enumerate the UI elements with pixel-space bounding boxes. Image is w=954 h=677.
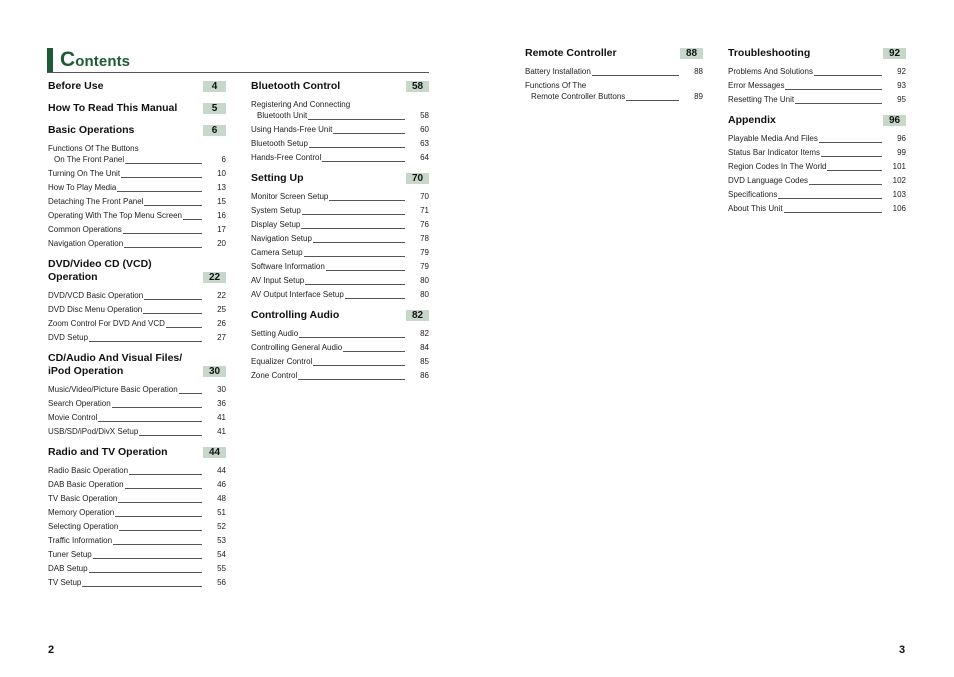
toc-section: [48, 102, 226, 118]
dot-leader: [343, 351, 405, 352]
entry-page-number: 26: [217, 319, 226, 328]
toc-entry[interactable]: [48, 563, 226, 577]
entry-label: Resetting The Unit: [728, 95, 795, 104]
entry-page-number: 86: [420, 371, 429, 380]
entry-page-number: 96: [897, 134, 906, 143]
section-title: Basic Operations: [48, 124, 135, 136]
entry-page-number: 84: [420, 343, 429, 352]
dot-leader: [626, 100, 679, 101]
toc-entry[interactable]: [728, 147, 906, 161]
entry-label: Battery Installation: [525, 67, 591, 76]
toc-section: [48, 258, 226, 346]
entry-label-line2: Bluetooth Unit: [257, 111, 308, 120]
section-title: Setting Up: [251, 172, 304, 184]
entry-page-number: 48: [217, 494, 226, 503]
left-page-number: 2: [48, 644, 55, 656]
toc-entry[interactable]: [728, 94, 906, 108]
section-title: Remote Controller: [525, 47, 617, 59]
toc-section-heading[interactable]: [48, 124, 226, 140]
section-page-badge: 30: [203, 366, 226, 377]
entry-label: Functions Of The: [525, 81, 587, 90]
dot-leader: [113, 544, 202, 545]
section-title: CD/Audio And Visual Files/: [48, 352, 183, 364]
entry-page-number: 58: [420, 111, 429, 120]
dot-leader: [93, 558, 202, 559]
entry-page-number: 79: [420, 248, 429, 257]
entry-label: Status Bar Indicator Items: [728, 148, 821, 157]
entry-page-number: 85: [420, 357, 429, 366]
toc-entry[interactable]: [48, 384, 226, 398]
toc-column-3: [525, 47, 703, 111]
dot-leader: [592, 75, 679, 76]
toc-entry[interactable]: [48, 332, 226, 346]
toc-entry[interactable]: [728, 189, 906, 203]
toc-entry[interactable]: [48, 318, 226, 332]
toc-entry[interactable]: [48, 412, 226, 426]
dot-leader: [89, 572, 202, 573]
toc-entry[interactable]: [48, 493, 226, 507]
section-page-badge: 88: [680, 48, 703, 59]
entry-page-number: 56: [217, 578, 226, 587]
entry-label: Movie Control: [48, 413, 98, 422]
toc-entry[interactable]: [48, 521, 226, 535]
toc-section-heading[interactable]: [728, 114, 906, 130]
dot-leader: [827, 170, 882, 171]
toc-column-4: [728, 47, 906, 223]
entry-page-number: 71: [420, 206, 429, 215]
entry-label: Region Codes In The World: [728, 162, 827, 171]
entry-page-number: 55: [217, 564, 226, 573]
dot-leader: [179, 393, 202, 394]
toc-section-heading[interactable]: [48, 352, 226, 381]
toc-entry[interactable]: [48, 182, 226, 196]
toc-entry[interactable]: [48, 224, 226, 238]
entry-label-line2: On The Front Panel: [54, 155, 125, 164]
entry-label: Common Operations: [48, 225, 122, 234]
entry-page-number: 92: [897, 67, 906, 76]
toc-entry[interactable]: [48, 210, 226, 224]
toc-section: [48, 446, 226, 591]
toc-section: [525, 47, 703, 105]
entry-label: Turning On The Unit: [48, 169, 121, 178]
entry-label: Problems And Solutions: [728, 67, 813, 76]
entry-page-number: 54: [217, 550, 226, 559]
toc-entry[interactable]: [48, 290, 226, 304]
toc-entry[interactable]: [48, 507, 226, 521]
toc-section: [728, 114, 906, 217]
right-page-number: 3: [899, 644, 906, 656]
title-underline: [47, 72, 429, 73]
toc-entry[interactable]: [251, 219, 429, 233]
entry-label: Error Messages: [728, 81, 785, 90]
toc-section: [251, 309, 429, 384]
page-title: Contents: [60, 48, 131, 71]
entry-page-number: 76: [420, 220, 429, 229]
entry-page-number: 46: [217, 480, 226, 489]
entry-label-line2: Remote Controller Buttons: [531, 92, 626, 101]
dot-leader: [125, 488, 202, 489]
toc-entry[interactable]: [48, 398, 226, 412]
entry-label: Detaching The Front Panel: [48, 197, 144, 206]
entry-page-number: 78: [420, 234, 429, 243]
entry-page-number: 53: [217, 536, 226, 545]
toc-entry[interactable]: [48, 196, 226, 210]
entry-page-number: 10: [217, 169, 226, 178]
dot-leader: [308, 119, 405, 120]
section-title: DVD/Video CD (VCD): [48, 258, 152, 270]
entry-page-number: 52: [217, 522, 226, 531]
section-page-badge: 58: [406, 81, 429, 92]
toc-entry[interactable]: [251, 247, 429, 261]
entry-label: USB/SD/iPod/DivX Setup: [48, 427, 139, 436]
dot-leader: [125, 163, 202, 164]
dot-leader: [313, 242, 405, 243]
entry-label: TV Basic Operation: [48, 494, 118, 503]
entry-page-number: 106: [892, 204, 906, 213]
dot-leader: [784, 212, 882, 213]
section-page-badge: 6: [203, 125, 226, 136]
entry-page-number: 41: [217, 427, 226, 436]
toc-entry[interactable]: [728, 175, 906, 189]
dot-leader: [809, 184, 882, 185]
entry-label: TV Setup: [48, 578, 82, 587]
entry-label: How To Play Media: [48, 183, 117, 192]
entry-page-number: 79: [420, 262, 429, 271]
toc-section-heading[interactable]: [251, 309, 429, 325]
entry-label: Setting Audio: [251, 329, 299, 338]
toc-section: [48, 124, 226, 252]
section-title: Bluetooth Control: [251, 80, 341, 92]
entry-page-number: 20: [217, 239, 226, 248]
dot-leader: [143, 313, 202, 314]
section-page-badge: 82: [406, 310, 429, 321]
entry-label: DVD Setup: [48, 333, 89, 342]
toc-section-heading[interactable]: [251, 80, 429, 96]
section-title: Radio and TV Operation: [48, 446, 168, 458]
section-page-badge: 4: [203, 81, 226, 92]
entry-label: AV Input Setup: [251, 276, 305, 285]
entry-label: Music/Video/Picture Basic Operation: [48, 385, 178, 394]
dot-leader: [333, 133, 405, 134]
entry-page-number: 102: [892, 176, 906, 185]
toc-entry[interactable]: [48, 479, 226, 493]
entry-label: Navigation Operation: [48, 239, 124, 248]
dot-leader: [119, 530, 202, 531]
entry-page-number: 99: [897, 148, 906, 157]
toc-entry[interactable]: [251, 152, 429, 166]
dot-leader: [778, 198, 882, 199]
entry-label: Tuner Setup: [48, 550, 92, 559]
entry-label: Operating With The Top Menu Screen: [48, 211, 182, 220]
dot-leader: [819, 142, 882, 143]
contents-title-block: [47, 47, 429, 73]
entry-label: DAB Basic Operation: [48, 480, 124, 489]
dot-leader: [322, 161, 405, 162]
section-page-badge: 70: [406, 173, 429, 184]
toc-entry[interactable]: [48, 238, 226, 252]
entry-label: About This Unit: [728, 204, 783, 213]
dot-leader: [124, 247, 202, 248]
entry-page-number: 30: [217, 385, 226, 394]
dot-leader: [129, 474, 202, 475]
toc-section: [48, 352, 226, 440]
entry-page-number: 41: [217, 413, 226, 422]
dot-leader: [329, 200, 405, 201]
toc-column-2: [251, 80, 429, 390]
entry-page-number: 103: [892, 190, 906, 199]
entry-label: DVD Disc Menu Operation: [48, 305, 143, 314]
toc-entry[interactable]: [48, 304, 226, 318]
dot-leader: [82, 586, 202, 587]
toc-entry[interactable]: [525, 80, 703, 105]
entry-page-number: 64: [420, 153, 429, 162]
dot-leader: [299, 337, 405, 338]
toc-entry[interactable]: [251, 205, 429, 219]
entry-label: Selecting Operation: [48, 522, 119, 531]
dot-leader: [115, 516, 202, 517]
entry-label: DVD Language Codes: [728, 176, 809, 185]
toc-section-heading[interactable]: [48, 102, 226, 118]
dot-leader: [118, 502, 202, 503]
toc-entry[interactable]: [48, 549, 226, 563]
dot-leader: [166, 327, 202, 328]
toc-entry[interactable]: [251, 328, 429, 342]
dot-leader: [144, 299, 202, 300]
dot-leader: [814, 75, 882, 76]
entry-page-number: 101: [892, 162, 906, 171]
toc-entry[interactable]: [48, 426, 226, 440]
toc-entry[interactable]: [48, 535, 226, 549]
entry-label: Bluetooth Setup: [251, 139, 308, 148]
entry-label: Display Setup: [251, 220, 301, 229]
toc-column-1: [48, 80, 226, 597]
entry-label: Hands-Free Control: [251, 153, 322, 162]
toc-entry[interactable]: [251, 261, 429, 275]
section-page-badge: 92: [883, 48, 906, 59]
dot-leader: [298, 379, 405, 380]
toc-section: [251, 172, 429, 303]
dot-leader: [309, 147, 405, 148]
toc-entry[interactable]: [251, 356, 429, 370]
entry-page-number: 36: [217, 399, 226, 408]
toc-entry[interactable]: [728, 203, 906, 217]
entry-label: DAB Setup: [48, 564, 88, 573]
entry-page-number: 17: [217, 225, 226, 234]
section-page-badge: 5: [203, 103, 226, 114]
dot-leader: [301, 228, 405, 229]
toc-section-heading[interactable]: [251, 172, 429, 188]
entry-label: Camera Setup: [251, 248, 303, 257]
section-page-badge: 44: [203, 447, 226, 458]
entry-label: Software Information: [251, 262, 325, 271]
dot-leader: [304, 256, 405, 257]
entry-label: Using Hands-Free Unit: [251, 125, 333, 134]
entry-page-number: 88: [694, 67, 703, 76]
entry-page-number: 27: [217, 333, 226, 342]
dot-leader: [345, 298, 405, 299]
toc-entry[interactable]: [251, 99, 429, 124]
toc-entry[interactable]: [251, 233, 429, 247]
section-title-line2: iPod Operation: [48, 365, 124, 377]
entry-label: Registering And Connecting: [251, 100, 351, 109]
entry-page-number: 95: [897, 95, 906, 104]
toc-entry[interactable]: [728, 161, 906, 175]
entry-page-number: 80: [420, 290, 429, 299]
entry-page-number: 70: [420, 192, 429, 201]
dot-leader: [305, 284, 405, 285]
entry-page-number: 44: [217, 466, 226, 475]
entry-page-number: 93: [897, 81, 906, 90]
entry-label: DVD/VCD Basic Operation: [48, 291, 144, 300]
toc-entry[interactable]: [728, 80, 906, 94]
entry-label: Monitor Screen Setup: [251, 192, 329, 201]
toc-entry[interactable]: [251, 124, 429, 138]
entry-label: AV Output Interface Setup: [251, 290, 344, 299]
dot-leader: [795, 103, 882, 104]
toc-entry[interactable]: [525, 66, 703, 80]
entry-page-number: 63: [420, 139, 429, 148]
toc-entry[interactable]: [251, 191, 429, 205]
entry-label: Functions Of The Buttons: [48, 144, 139, 153]
dot-leader: [98, 421, 202, 422]
entry-label: Controlling General Audio: [251, 343, 343, 352]
toc-section-heading[interactable]: [48, 258, 226, 287]
toc-section-heading[interactable]: [48, 80, 226, 96]
section-title: Appendix: [728, 114, 776, 126]
entry-label: Memory Operation: [48, 508, 115, 517]
entry-page-number: 51: [217, 508, 226, 517]
toc-entry[interactable]: [251, 289, 429, 303]
toc-entry[interactable]: [251, 275, 429, 289]
toc-entry[interactable]: [48, 143, 226, 168]
toc-section: [728, 47, 906, 108]
entry-label: Traffic Information: [48, 536, 113, 545]
section-title-line2: Operation: [48, 271, 98, 283]
dot-leader: [89, 341, 202, 342]
entry-page-number: 13: [217, 183, 226, 192]
entry-page-number: 15: [217, 197, 226, 206]
section-title: Before Use: [48, 80, 104, 92]
toc-entry[interactable]: [48, 465, 226, 479]
dot-leader: [123, 233, 202, 234]
dot-leader: [121, 177, 202, 178]
toc-section: [48, 80, 226, 96]
entry-page-number: 6: [221, 155, 226, 164]
entry-label: Zoom Control For DVD And VCD: [48, 319, 165, 328]
toc-section-heading[interactable]: [525, 47, 703, 63]
dot-leader: [326, 270, 405, 271]
entry-page-number: 22: [217, 291, 226, 300]
section-title: Troubleshooting: [728, 47, 811, 59]
entry-label: Playable Media And Files: [728, 134, 818, 143]
entry-label: System Setup: [251, 206, 301, 215]
section-page-badge: 96: [883, 115, 906, 126]
toc-entry[interactable]: [48, 577, 226, 591]
entry-page-number: 82: [420, 329, 429, 338]
toc-section: [251, 80, 429, 166]
dot-leader: [144, 205, 202, 206]
entry-label: Equalizer Control: [251, 357, 313, 366]
entry-label: Specifications: [728, 190, 778, 199]
entry-page-number: 89: [694, 92, 703, 101]
section-title: How To Read This Manual: [48, 102, 178, 114]
entry-page-number: 16: [217, 211, 226, 220]
dot-leader: [313, 365, 405, 366]
dot-leader: [302, 214, 405, 215]
toc-section-heading[interactable]: [728, 47, 906, 63]
toc-entry[interactable]: [251, 370, 429, 384]
dot-leader: [785, 89, 882, 90]
dot-leader: [139, 435, 202, 436]
entry-label: Navigation Setup: [251, 234, 312, 243]
entry-label: Zone Control: [251, 371, 298, 380]
toc-entry[interactable]: [251, 138, 429, 152]
toc-entry[interactable]: [728, 66, 906, 80]
section-page-badge: 22: [203, 272, 226, 283]
section-title: Controlling Audio: [251, 309, 340, 321]
dot-leader: [821, 156, 882, 157]
toc-entry[interactable]: [251, 342, 429, 356]
dot-leader: [183, 219, 202, 220]
entry-label: Radio Basic Operation: [48, 466, 129, 475]
toc-section-heading[interactable]: [48, 446, 226, 462]
entry-page-number: 60: [420, 125, 429, 134]
toc-entry[interactable]: [48, 168, 226, 182]
entry-page-number: 25: [217, 305, 226, 314]
dot-leader: [112, 407, 202, 408]
dot-leader: [117, 191, 202, 192]
title-accent-bar: [47, 48, 53, 73]
entry-page-number: 80: [420, 276, 429, 285]
toc-entry[interactable]: [728, 133, 906, 147]
entry-label: Search Operation: [48, 399, 111, 408]
